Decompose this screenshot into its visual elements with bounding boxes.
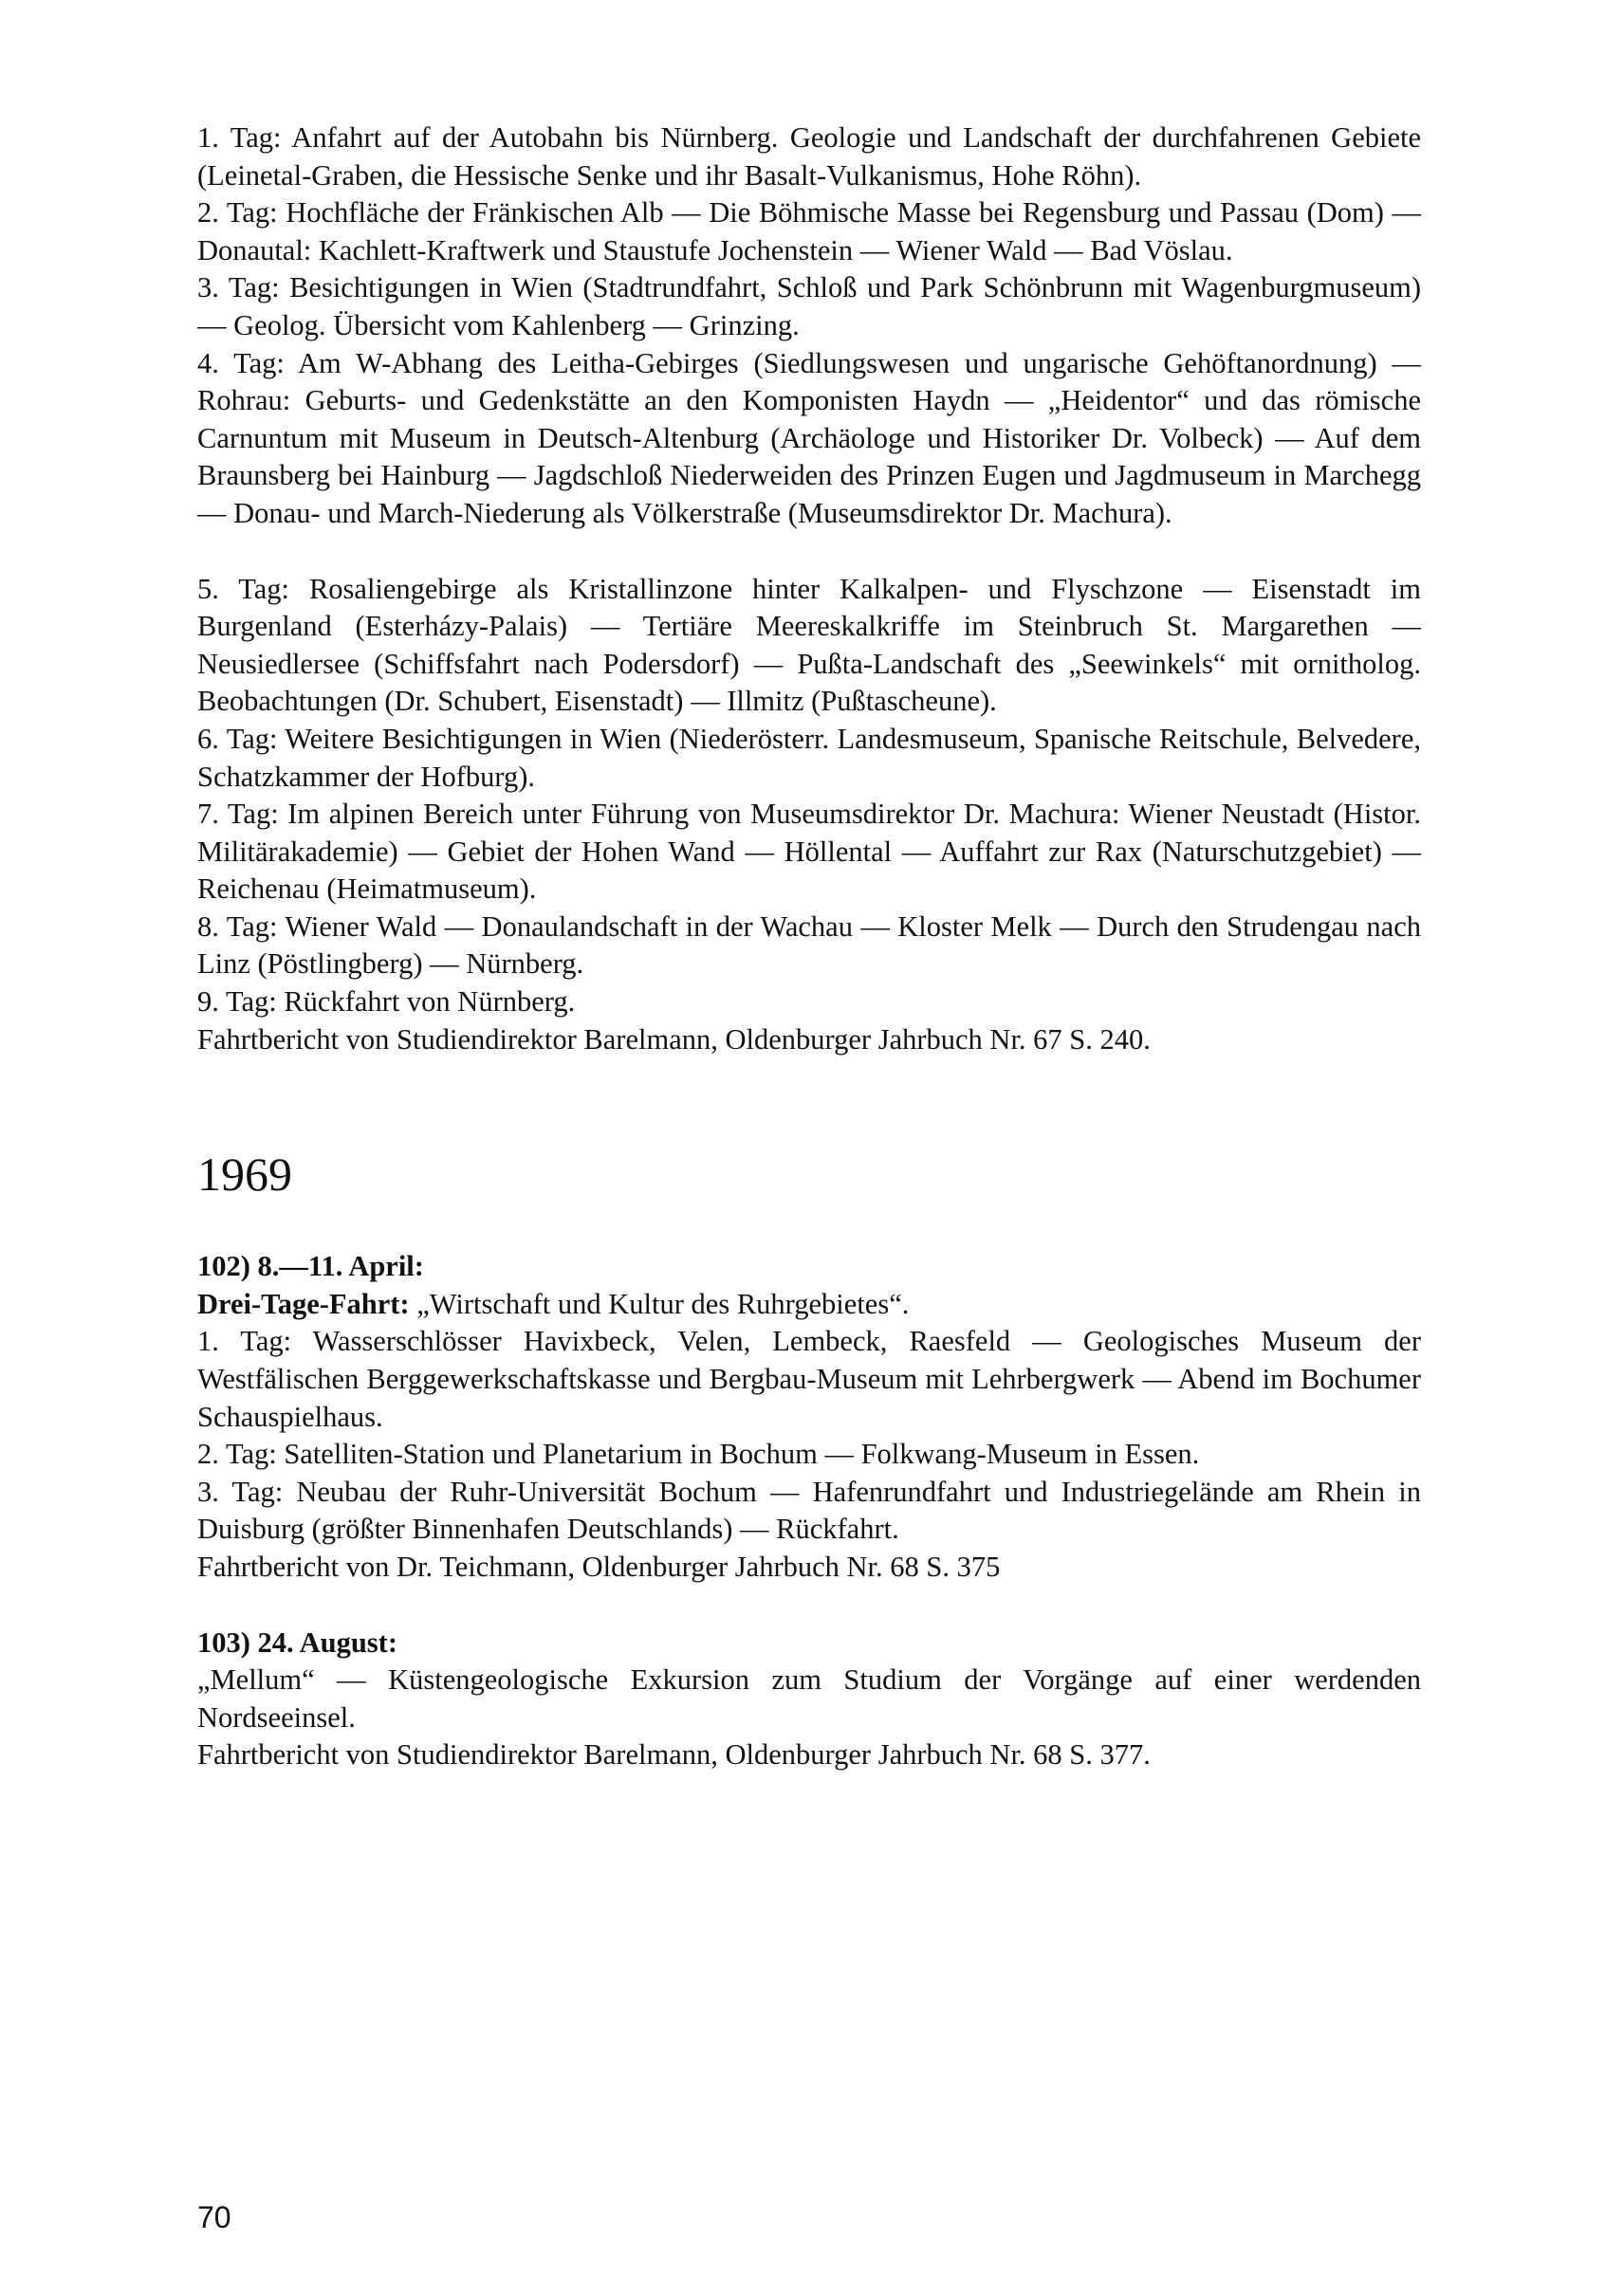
entry-102-day-1: 1. Tag: Wasserschlösser Havixbeck, Velen, Lembeck, Raesfeld — Geologisches Museum der Westfälischen Berggewerkschaftskasse und Bergbau-Museum mit Lehrbergwerk — Abend im Bochumer Schauspielhaus.	[197, 1325, 1421, 1433]
entry-102-title-text: „Wirtschaft und Kultur des Ruhrgebietes“.	[409, 1287, 910, 1320]
page-body	[197, 119, 1421, 1774]
spacer	[197, 533, 1421, 571]
spacer	[197, 1203, 1421, 1248]
day-9-entry: 9. Tag: Rückfahrt von Nürnberg.	[197, 985, 576, 1019]
trip-report-reference: Fahrtbericht von Studiendirektor Barelmann, Oldenburger Jahrbuch Nr. 67 S. 240.	[197, 1022, 1151, 1056]
day-4-entry: 4. Tag: Am W-Abhang des Leitha-Gebirges (Siedlungswesen und ungarische Gehöftanordnung) — Rohrau: Geburts- und Gedenkstätte an den Komponisten Haydn — „Heidentor“ und das römische Carnuntum mit Museum in Deutsch-Altenburg (Archäologe und Historiker Dr. Volbeck) — Auf dem Braunsberg bei Hainburg — Jagdschloß Niederweiden des Prinzen Eugen und Jagdmuseum in Marchegg — Donau- und March-Niederung als Völkerstraße (Museumsdirektor Dr. Machura).	[197, 346, 1421, 529]
day-8-entry: 8. Tag: Wiener Wald — Donaulandschaft in der Wachau — Kloster Melk — Durch den Strudengau nach Linz (Pöstlingberg) — Nürnberg.	[197, 909, 1421, 981]
entry-102-report: Fahrtbericht von Dr. Teichmann, Oldenburger Jahrbuch Nr. 68 S. 375	[197, 1551, 1001, 1583]
entry-103	[197, 1625, 1421, 1774]
day-7-entry: 7. Tag: Im alpinen Bereich unter Führung von Museumsdirektor Dr. Machura: Wiener Neustadt (Histor. Militärakademie) — Gebiet der Hohen Wand — Höllental — Auffahrt zur Rax (Naturschutzgebiet) — Reichenau (Heimatmuseum).	[197, 798, 1421, 906]
day-3-entry: 3. Tag: Besichtigungen in Wien (Stadtrundfahrt, Schloß und Park Schönbrunn mit Wagenburgmuseum) — Geolog. Übersicht vom Kahlenberg — Grinzing.	[197, 271, 1421, 341]
entry-102-title-label: Drei-Tage-Fahrt:	[197, 1287, 410, 1320]
trip-1968-section	[197, 119, 1421, 1058]
page-number: 70	[197, 2200, 231, 2234]
day-6-entry: 6. Tag: Weitere Besichtigungen in Wien (Niederösterr. Landesmuseum, Spanische Reitschule, Belvedere, Schatzkammer der Hofburg).	[197, 722, 1421, 793]
day-2-entry: 2. Tag: Hochfläche der Fränkischen Alb — Die Böhmische Masse bei Regensburg und Passau (Dom) — Donautal: Kachlett-Kraftwerk und Staustufe Jochenstein — Wiener Wald — Bad Vöslau.	[197, 196, 1421, 266]
entry-102-day-3: 3. Tag: Neubau der Ruhr-Universität Bochum — Hafenrundfahrt und Industriegelände am Rhein in Duisburg (größter Binnenhafen Deutschlands) — Rückfahrt.	[197, 1475, 1421, 1546]
entry-102-heading: 102) 8.—11. April:	[197, 1250, 424, 1283]
spacer	[197, 1058, 1421, 1146]
entry-102	[197, 1248, 1421, 1586]
year-heading: 1969	[197, 1148, 292, 1202]
entry-103-heading: 103) 24. August:	[197, 1626, 397, 1659]
entry-102-title	[197, 1286, 1421, 1324]
day-5-entry: 5. Tag: Rosaliengebirge als Kristallinzone hinter Kalkalpen- und Flyschzone — Eisenstadt im Burgenland (Esterházy-Palais) — Tertiäre Meereskalkriffe im Steinbruch St. Margarethen — Neusiedlersee (Schiffsfahrt nach Podersdorf) — Pußta-Landschaft des „Seewinkels“ mit ornitholog. Beobachtungen (Dr. Schubert, Eisenstadt) — Illmitz (Pußtascheune).	[197, 572, 1421, 718]
entry-102-day-2: 2. Tag: Satelliten-Station und Planetarium in Bochum — Folkwang-Museum in Essen.	[197, 1438, 1200, 1471]
entry-103-text: „Mellum“ — Küstengeologische Exkursion zum Studium der Vorgänge auf einer werdenden Nordseeinsel.	[197, 1663, 1421, 1734]
day-1-entry: 1. Tag: Anfahrt auf der Autobahn bis Nürnberg. Geologie und Landschaft der durchfahrenen Gebiete (Leinetal-Graben, die Hessische Senke und ihr Basalt-Vulkanismus, Hohe Röhn).	[197, 121, 1421, 192]
spacer	[197, 1587, 1421, 1625]
entry-103-report: Fahrtbericht von Studiendirektor Barelmann, Oldenburger Jahrbuch Nr. 68 S. 377.	[197, 1738, 1151, 1772]
